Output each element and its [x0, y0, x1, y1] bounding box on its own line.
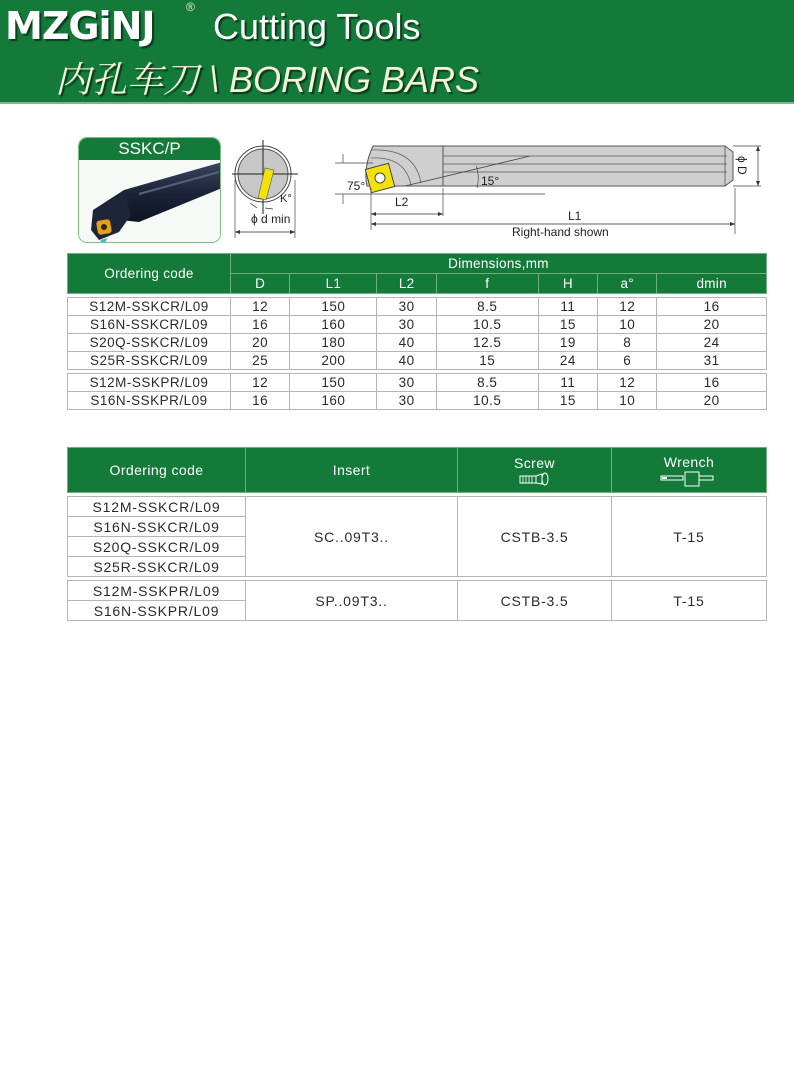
ordering-code-cell: S12M-SSKCR/L09 [68, 298, 231, 316]
page-title: Cutting Tools [213, 6, 421, 47]
ordering-code-cell: S25R-SSKCR/L09 [68, 352, 231, 370]
col-header-d: D [231, 274, 290, 294]
cell-dmin: 20 [657, 392, 767, 410]
page-subtitle: 内孔车刀 \ BORING BARS [55, 59, 480, 100]
insert-cell: SC..09T3.. [246, 497, 458, 577]
col-header-ordering-code: Ordering code [68, 448, 246, 493]
wrench-cell: T-15 [612, 581, 767, 621]
dmin-label: ϕ d min [251, 212, 291, 226]
ordering-code-cell: S25R-SSKCR/L09 [68, 557, 246, 577]
table-row [68, 374, 767, 392]
col-header-f: f [436, 274, 538, 294]
cell-a: 12 [598, 298, 657, 316]
col-header-ordering-code: Ordering code [68, 254, 231, 294]
col-header-a: a° [598, 274, 657, 294]
l2-label: L2 [395, 195, 409, 209]
right-hand-caption: Right-hand shown [512, 225, 609, 239]
table-row [68, 298, 767, 316]
col-header-h: H [538, 274, 597, 294]
cell-a: 10 [598, 392, 657, 410]
cell-f: 8.5 [436, 374, 538, 392]
table-row [68, 581, 767, 601]
wrench-cell: T-15 [612, 497, 767, 577]
wrench-label: Wrench [663, 453, 715, 470]
col-header-dimensions: Dimensions,mm [231, 254, 767, 274]
cell-l2: 30 [377, 316, 436, 334]
brand-logo: MZGiNJ [5, 4, 155, 48]
ordering-code-cell: S20Q-SSKCR/L09 [68, 334, 231, 352]
cell-a: 12 [598, 374, 657, 392]
cell-dmin: 31 [657, 352, 767, 370]
table-row [68, 392, 767, 410]
col-header-wrench [612, 448, 767, 493]
screw-cell: CSTB-3.5 [458, 581, 612, 621]
ordering-code-cell: S16N-SSKCR/L09 [68, 316, 231, 334]
ordering-code-cell: S12M-SSKCR/L09 [68, 497, 246, 517]
ordering-code-cell: S16N-SSKPR/L09 [68, 601, 246, 621]
l1-label: L1 [568, 209, 582, 223]
cell-d: 25 [231, 352, 290, 370]
bar-angle-label: 15° [481, 174, 500, 188]
cell-l2: 40 [377, 334, 436, 352]
cell-f: 8.5 [436, 298, 538, 316]
cell-h: 11 [538, 374, 597, 392]
cell-a: 10 [598, 316, 657, 334]
cell-l2: 30 [377, 374, 436, 392]
cell-h: 15 [538, 316, 597, 334]
header-banner [0, 0, 794, 102]
screw-cell: CSTB-3.5 [458, 497, 612, 577]
registered-mark: ® [186, 0, 195, 14]
boring-bar-photo-icon [79, 160, 221, 243]
table-row [68, 352, 767, 370]
cell-l2: 30 [377, 298, 436, 316]
banner-divider [0, 102, 794, 104]
ordering-code-cell: S16N-SSKCR/L09 [68, 517, 246, 537]
table-row [68, 334, 767, 352]
cell-dmin: 20 [657, 316, 767, 334]
wrench-icon [659, 471, 719, 487]
cell-l1: 150 [290, 374, 377, 392]
cell-dmin: 24 [657, 334, 767, 352]
cell-l1: 160 [290, 316, 377, 334]
cell-l2: 30 [377, 392, 436, 410]
cell-d: 20 [231, 334, 290, 352]
cell-l1: 180 [290, 334, 377, 352]
cell-d: 16 [231, 392, 290, 410]
cell-h: 15 [538, 392, 597, 410]
ordering-code-cell: S12M-SSKPR/L09 [68, 581, 246, 601]
cell-l1: 160 [290, 392, 377, 410]
cell-d: 16 [231, 316, 290, 334]
col-header-insert: Insert [246, 448, 458, 493]
cell-a: 8 [598, 334, 657, 352]
cell-h: 19 [538, 334, 597, 352]
ordering-code-cell: S20Q-SSKCR/L09 [68, 537, 246, 557]
cell-l1: 200 [290, 352, 377, 370]
cell-h: 11 [538, 298, 597, 316]
product-photo-card [78, 137, 221, 243]
table-row [68, 316, 767, 334]
table-row [68, 497, 767, 517]
col-header-l2: L2 [377, 274, 436, 294]
cell-l1: 150 [290, 298, 377, 316]
cell-f: 12.5 [436, 334, 538, 352]
dimensions-table [67, 253, 767, 410]
cell-dmin: 16 [657, 298, 767, 316]
cell-f: 10.5 [436, 392, 538, 410]
ordering-code-cell: S16N-SSKPR/L09 [68, 392, 231, 410]
lead-angle-label: 75° [347, 179, 366, 193]
series-label: SSKC/P [79, 138, 220, 160]
end-view-diagram [232, 134, 302, 240]
cell-dmin: 16 [657, 374, 767, 392]
cell-f: 15 [436, 352, 538, 370]
screw-icon [518, 472, 552, 486]
d-label: ϕ D [735, 156, 749, 175]
ordering-code-cell: S12M-SSKPR/L09 [68, 374, 231, 392]
cell-d: 12 [231, 374, 290, 392]
parts-table [67, 447, 767, 621]
side-view-diagram [325, 138, 765, 242]
col-header-dmin: dmin [657, 274, 767, 294]
insert-cell: SP..09T3.. [246, 581, 458, 621]
cell-f: 10.5 [436, 316, 538, 334]
cell-l2: 40 [377, 352, 436, 370]
cell-d: 12 [231, 298, 290, 316]
screw-label: Screw [514, 454, 555, 471]
cell-h: 24 [538, 352, 597, 370]
col-header-l1: L1 [290, 274, 377, 294]
k-angle-label: K° [280, 193, 292, 205]
col-header-screw [458, 448, 612, 493]
cell-a: 6 [598, 352, 657, 370]
